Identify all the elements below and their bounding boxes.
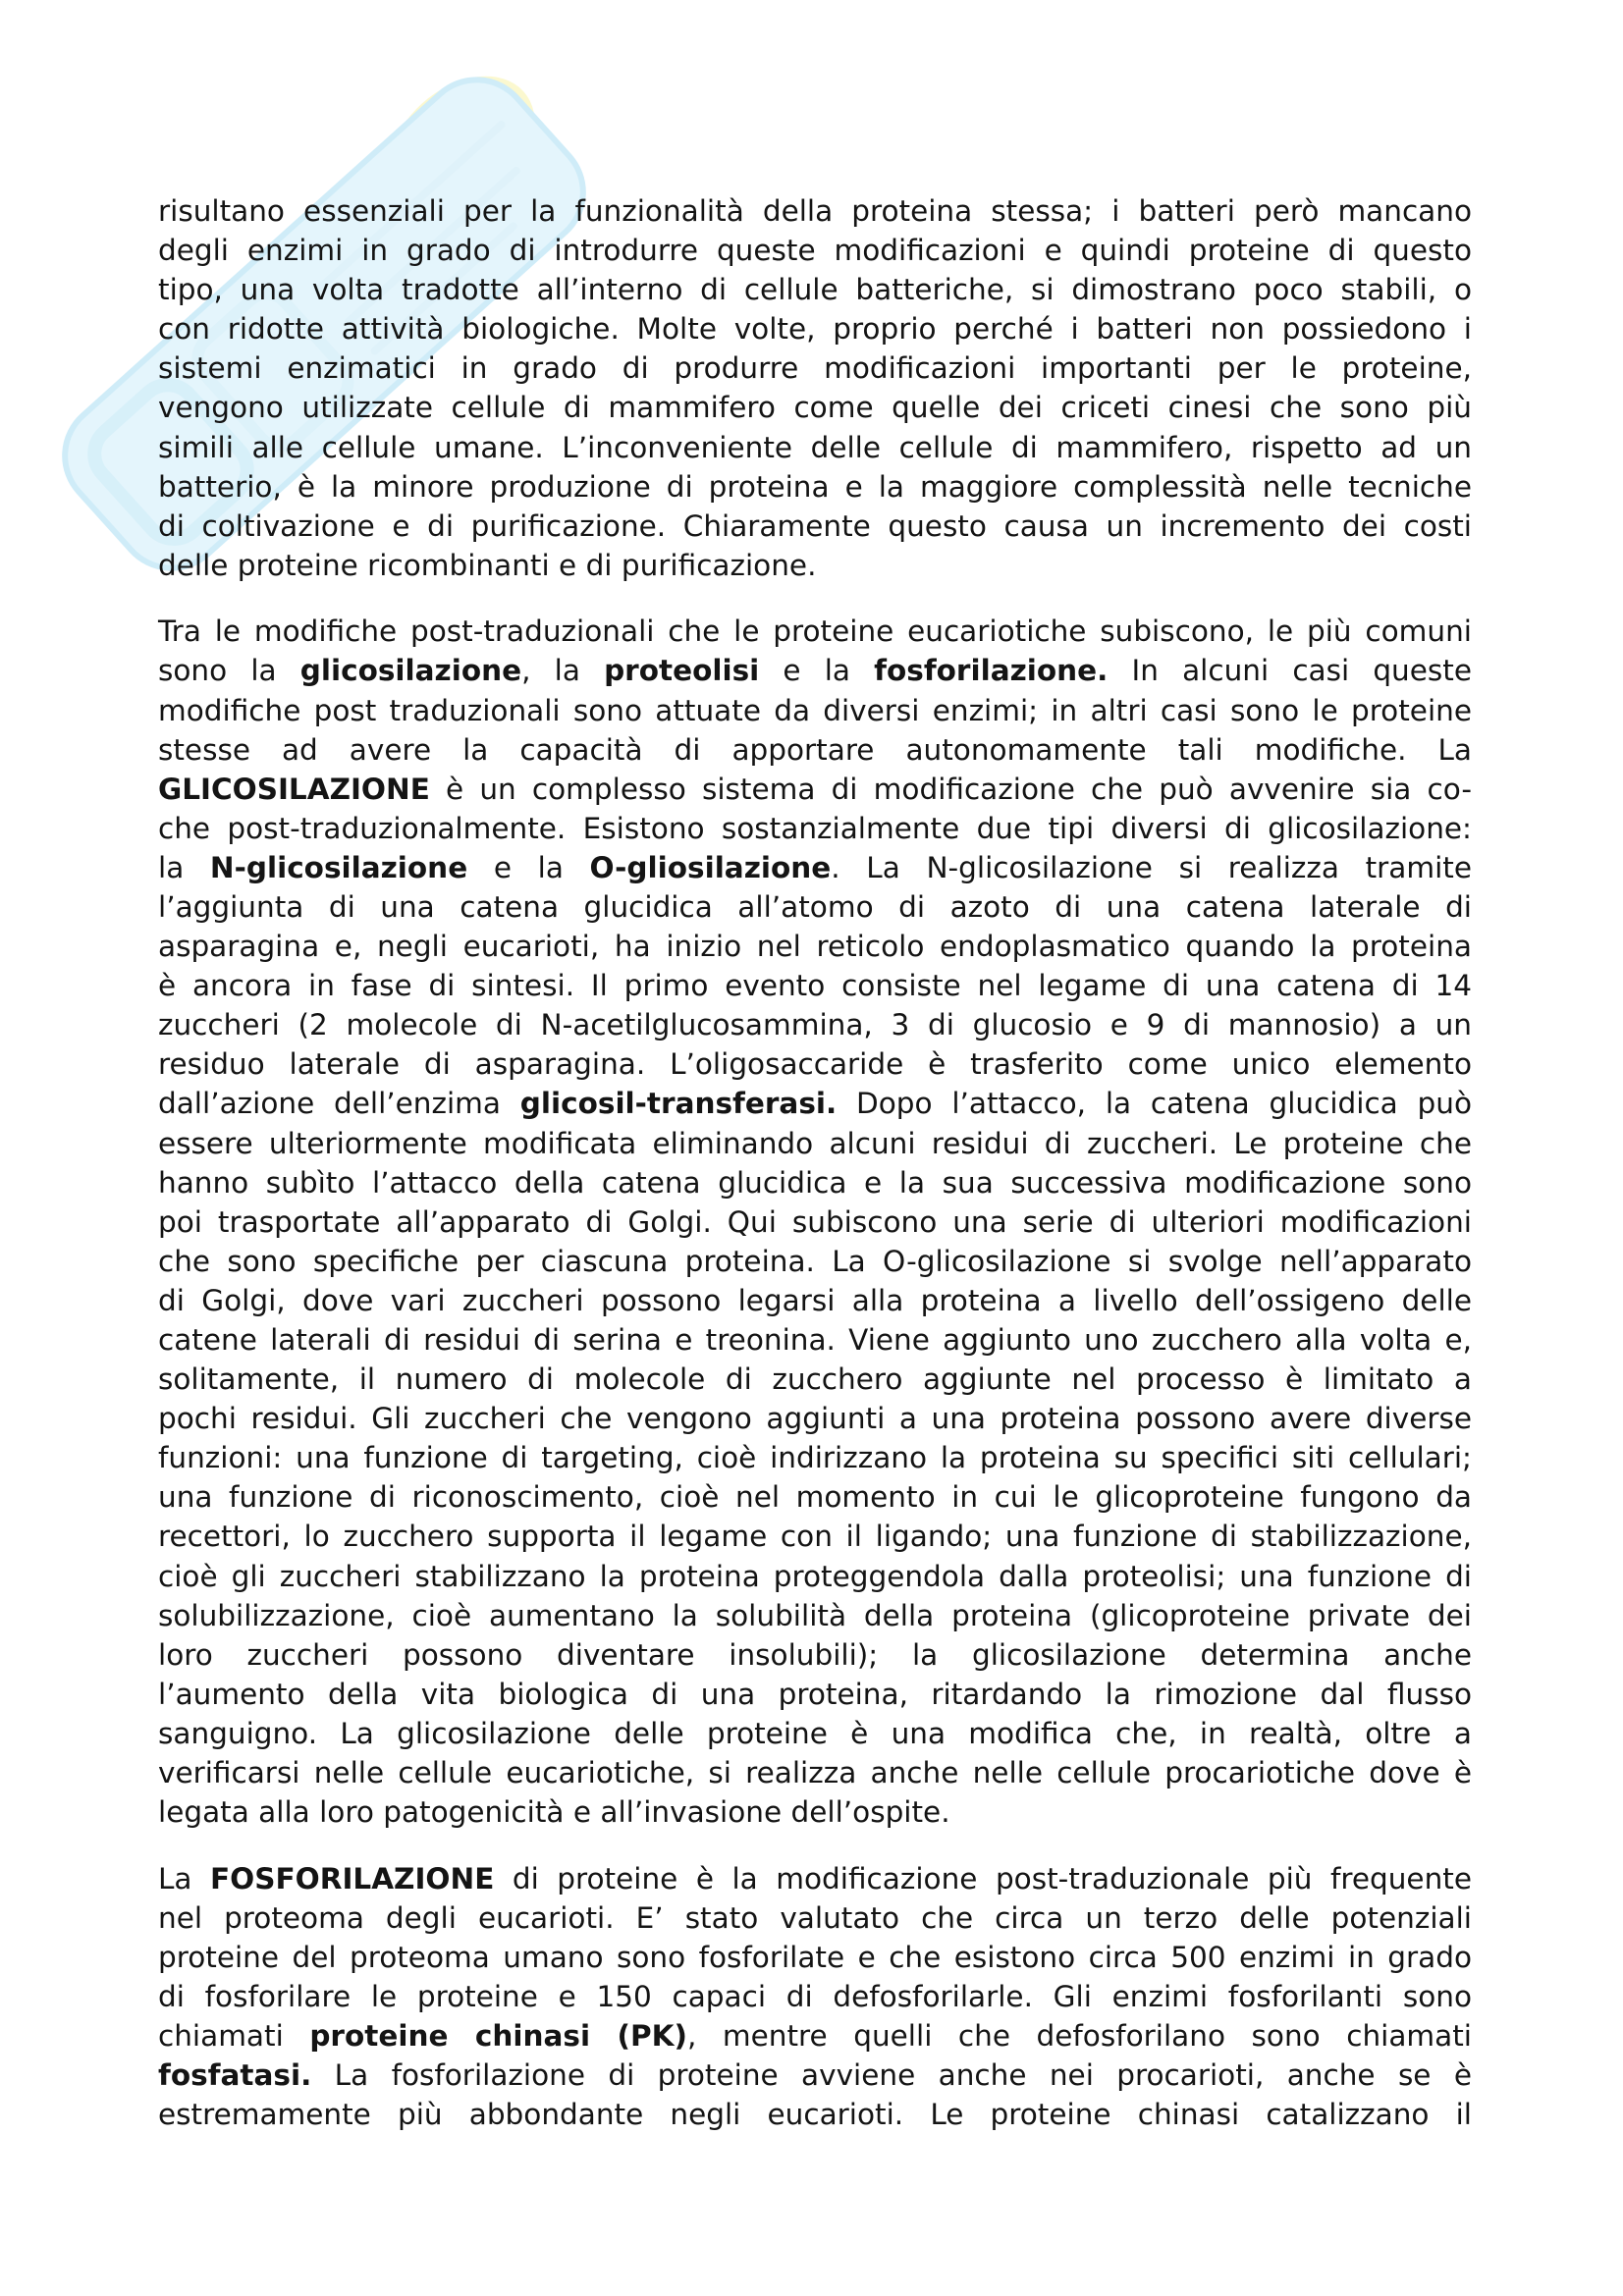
document-body (158, 191, 1472, 2134)
bold-text: GLICOSILAZIONE (158, 772, 430, 806)
text-line (158, 848, 1472, 887)
text-line (158, 1596, 1472, 1635)
text-line (158, 691, 1472, 730)
text-run: è un complesso sistema di modificazione che può avvenire sia co- (429, 772, 1472, 806)
text-run: chiamati (158, 2019, 310, 2053)
text-run: l’aggiunta di una catena glucidica all’atomo di azoto di una catena laterale di (158, 889, 1472, 924)
text-line (158, 1675, 1472, 1714)
text-line (158, 507, 1472, 546)
text-run: di coltivazione e di purificazione. Chiaramente questo causa un incremento dei costi (158, 508, 1472, 543)
text-run: asparagina e, negli eucarioti, ha inizio nel reticolo endoplasmatico quando la proteina (158, 930, 1472, 964)
text-run: La (158, 1861, 211, 1896)
text-line (158, 1242, 1472, 1281)
text-run: stesse ad avere la capacità di apportare autonomamente tali modifiche. La (158, 732, 1472, 767)
text-run: hanno subìto l’attacco della catena glucidica e la sua successiva modificazione sono (158, 1165, 1472, 1200)
text-run: zuccheri (2 molecole di N-acetilglucosammina, 3 di glucosio e 9 di mannosio) a un (158, 1008, 1472, 1042)
text-run: sono la (158, 654, 300, 688)
text-line (158, 1320, 1472, 1360)
bold-text: proteine chinasi (PK) (309, 2019, 687, 2053)
bold-text: O-gliosilazione (589, 850, 832, 884)
text-run: tipo, una volta tradotte all’interno di cellule batteriche, si dimostrano poco stabili, o (158, 273, 1472, 307)
text-line (158, 270, 1472, 309)
text-line (158, 730, 1472, 770)
text-run: è ancora in fase di sintesi. Il primo evento consiste nel legame di una catena di 14 (158, 969, 1472, 1003)
text-line (158, 191, 1472, 231)
text-run: verificarsi nelle cellule eucariotiche, si realizza anche nelle cellule procariotiche dove è (158, 1756, 1472, 1790)
text-run: l’aumento della vita biologica di una proteina, ritardando la rimozione dal flusso (158, 1677, 1472, 1711)
text-line (158, 1360, 1472, 1399)
text-run: estremamente più abbondante negli eucarioti. Le proteine chinasi catalizzano il (158, 2098, 1472, 2132)
bold-text: glicosil-transferasi. (519, 1087, 838, 1121)
text-run: sistemi enzimatici in grado di produrre modificazioni importanti per le proteine, (158, 351, 1472, 386)
text-run: sanguigno. La glicosilazione delle proteine è una modifica che, in realtà, oltre a (158, 1716, 1472, 1750)
paragraph (158, 612, 1472, 1832)
text-run: recettori, lo zucchero supporta il legame con il ligando; una funzione di stabilizzazione, (158, 1520, 1472, 1554)
text-run: di fosforilare le proteine e 150 capaci di defosforilarle. Gli enzimi fosforilanti sono (158, 1979, 1472, 2013)
paragraph (158, 1859, 1472, 2135)
text-line (158, 1124, 1472, 1163)
text-run: In alcuni casi queste (1108, 654, 1472, 688)
text-run: di Golgi, dove vari zuccheri possono legarsi alla proteina a livello dell’ossigeno delle (158, 1283, 1472, 1317)
text-line (158, 1202, 1472, 1242)
text-line (158, 612, 1472, 651)
text-run: . La N-glicosilazione si realizza tramite (831, 850, 1473, 884)
bold-text: FOSFORILAZIONE (210, 1861, 495, 1896)
text-run: modifiche post traduzionali sono attuate da diversi enzimi; in altri casi sono le proteine (158, 693, 1472, 727)
text-line (158, 388, 1472, 427)
text-run: di proteine è la modificazione post-traduzionale più frequente (494, 1861, 1472, 1896)
bold-text: glicosilazione (299, 654, 522, 688)
text-line (158, 1753, 1472, 1792)
text-line (158, 1163, 1472, 1202)
text-run: residuo laterale di asparagina. L’oligosaccaride è trasferito come unico elemento (158, 1047, 1472, 1082)
text-run: poi trasportate all’apparato di Golgi. Qui subiscono una serie di ulteriori modificazioni (158, 1204, 1472, 1239)
text-line (158, 1005, 1472, 1044)
text-run: che sono specifiche per ciascuna proteina. La O-glicosilazione si svolge nell’apparato (158, 1244, 1472, 1278)
bold-text: proteolisi (604, 654, 760, 688)
bold-text: fosfatasi. (158, 2058, 312, 2093)
text-run: vengono utilizzate cellule di mammifero come quelle dei criceti cinesi che sono più (158, 391, 1472, 425)
text-run: Tra le modifiche post-traduzionali che le proteine eucariotiche subiscono, le più comuni (158, 614, 1472, 649)
text-line (158, 1044, 1472, 1084)
text-line (158, 1281, 1472, 1320)
text-line (158, 428, 1472, 467)
text-run: con ridotte attività biologiche. Molte volte, proprio perché i batteri non possiedono i (158, 312, 1472, 347)
text-run: , la (521, 654, 605, 688)
text-run: pochi residui. Gli zuccheri che vengono aggiunti a una proteina possono avere diverse (158, 1402, 1472, 1436)
text-run: solubilizzazione, cioè aumentano la solubilità della proteina (glicoproteine private dei (158, 1598, 1472, 1632)
text-run: dall’azione dell’enzima (158, 1087, 520, 1121)
text-line (158, 231, 1472, 270)
text-run: catene laterali di residui di serina e treonina. Viene aggiunto uno zucchero alla volta e, (158, 1323, 1472, 1358)
text-line (158, 309, 1472, 348)
text-line (158, 467, 1472, 507)
text-line (158, 348, 1472, 388)
text-run: solitamente, il numero di molecole di zucchero aggiunte nel processo è limitato a (158, 1362, 1472, 1397)
text-line (158, 927, 1472, 966)
paragraph (158, 191, 1472, 585)
text-line (158, 1477, 1472, 1517)
text-run: risultano essenziali per la funzionalità della proteina stessa; i batteri però mancano (158, 194, 1472, 228)
text-line (158, 651, 1472, 690)
text-line (158, 546, 1472, 585)
text-line (158, 966, 1472, 1005)
text-line (158, 2095, 1472, 2134)
text-run: batterio, è la minore produzione di proteina e la maggiore complessità nelle tecniche (158, 469, 1472, 504)
text-line (158, 1399, 1472, 1438)
text-line (158, 809, 1472, 848)
text-run: loro zuccheri possono diventare insolubili); la glicosilazione determina anche (158, 1637, 1472, 1672)
text-line (158, 1714, 1472, 1753)
text-line (158, 1635, 1472, 1675)
text-run: proteine del proteoma umano sono fosforilate e che esistono circa 500 enzimi in grado (158, 1940, 1472, 1974)
text-run: una funzione di riconoscimento, cioè nel momento in cui le glicoproteine fungono da (158, 1480, 1472, 1515)
text-line (158, 1557, 1472, 1596)
text-line (158, 2056, 1472, 2095)
text-line (158, 1938, 1472, 1977)
text-run: funzioni: una funzione di targeting, cioè indirizzano la proteina su specifici siti cellulari; (158, 1441, 1472, 1475)
text-run: e la (759, 654, 875, 688)
text-line (158, 770, 1472, 809)
text-run: degli enzimi in grado di introdurre queste modificazioni e quindi proteine di questo (158, 234, 1472, 268)
text-run: la (158, 850, 210, 884)
text-line (158, 1898, 1472, 1938)
bold-text: N-glicosilazione (209, 850, 468, 884)
text-line (158, 1977, 1472, 2016)
text-run: La fosforilazione di proteine avviene anche nei procarioti, anche se è (311, 2058, 1472, 2093)
text-run: legata alla loro patogenicità e all’invasione dell’ospite. (158, 1795, 950, 1830)
text-line (158, 2016, 1472, 2056)
text-line (158, 1438, 1472, 1477)
text-line (158, 1517, 1472, 1556)
text-run: nel proteoma degli eucarioti. E’ stato valutato che circa un terzo delle potenziali (158, 1900, 1472, 1935)
text-line (158, 1792, 1472, 1832)
text-run: , mentre quelli che defosforilano sono chiamati (686, 2019, 1473, 2053)
text-run: delle proteine ricombinanti e di purificazione. (158, 548, 817, 582)
text-line (158, 1859, 1472, 1898)
text-run: che post-traduzionalmente. Esistono sostanzialmente due tipi diversi di glicosilazione: (158, 811, 1472, 845)
text-run: cioè gli zuccheri stabilizzano la proteina proteggendola dalla proteolisi; una funzione di (158, 1559, 1472, 1593)
text-line (158, 1084, 1472, 1123)
text-run: e la (467, 850, 590, 884)
text-line (158, 887, 1472, 927)
text-run: Dopo l’attacco, la catena glucidica può (837, 1087, 1473, 1121)
text-run: essere ulteriormente modificata eliminando alcuni residui di zuccheri. Le proteine che (158, 1126, 1472, 1160)
bold-text: fosforilazione. (874, 654, 1109, 688)
text-run: simili alle cellule umane. L’inconveniente delle cellule di mammifero, rispetto ad un (158, 430, 1472, 464)
